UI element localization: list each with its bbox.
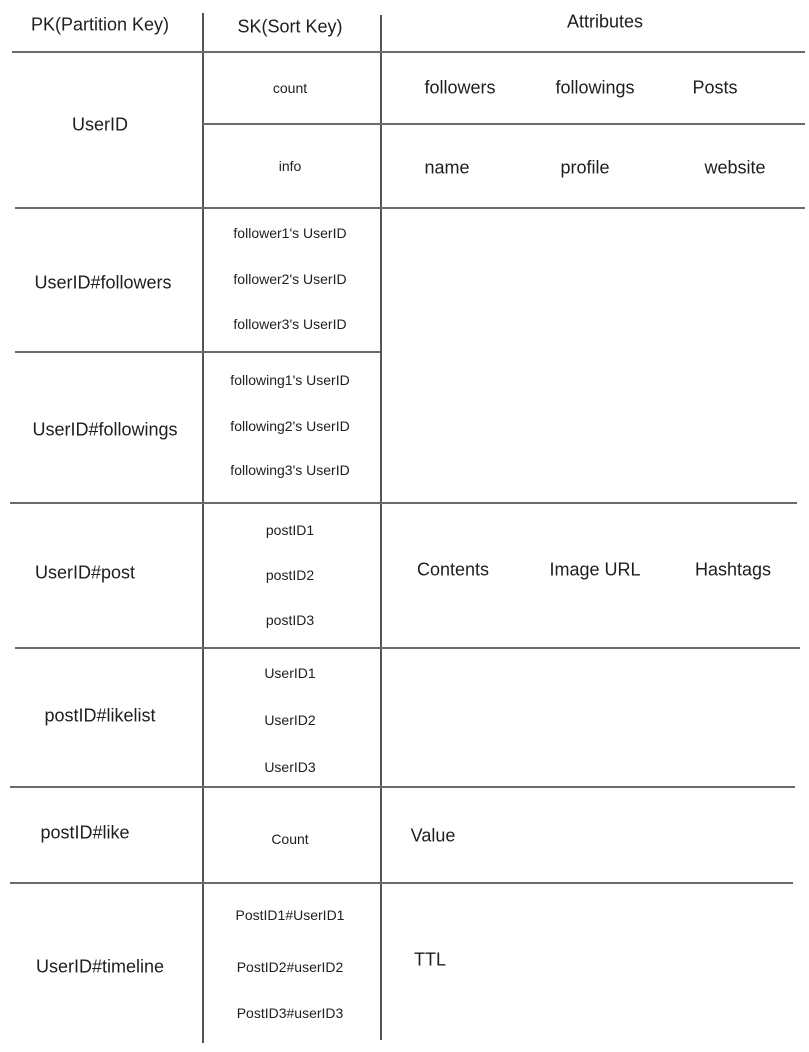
sk-cell: following3's UserID [230, 462, 350, 478]
attribute-cell: Posts [692, 77, 738, 98]
row-divider [10, 882, 793, 884]
sk-cell: PostID1#UserID1 [235, 907, 345, 923]
pk-cell: postID#likelist [44, 705, 156, 726]
sk-cell: following1's UserID [230, 372, 350, 388]
pk-cell: UserID#post [34, 562, 136, 583]
attribute-cell: Contents [416, 559, 490, 580]
attribute-cell: website [704, 157, 766, 178]
row-divider [10, 502, 797, 504]
sk-cell: UserID3 [264, 759, 316, 775]
pk-cell: UserID#followers [34, 272, 172, 293]
attributes-header: Attributes [566, 11, 644, 32]
pk-cell: UserID#followings [32, 419, 178, 440]
sk-cell: Count [271, 831, 309, 847]
pk-cell: UserID [71, 114, 129, 135]
sk-cell: postID2 [265, 567, 315, 583]
attribute-cell: followings [555, 77, 635, 98]
sk-cell: count [272, 80, 308, 96]
sk-column-divider [380, 15, 382, 1040]
attribute-cell: name [424, 157, 470, 178]
attribute-cell: Hashtags [694, 559, 772, 580]
attribute-cell: profile [560, 157, 610, 178]
sk-cell: UserID1 [264, 665, 316, 681]
sk-cell: PostID2#userID2 [236, 959, 344, 975]
sk-cell: UserID2 [264, 712, 316, 728]
sk-header: SK(Sort Key) [237, 16, 343, 37]
sk-cell: postID1 [265, 522, 315, 538]
sk-cell: follower1's UserID [233, 225, 347, 241]
pk-header: PK(Partition Key) [30, 14, 170, 35]
sk-cell: PostID3#userID3 [236, 1005, 344, 1021]
attribute-cell: followers [424, 77, 496, 98]
header-divider [12, 51, 805, 53]
attribute-cell: TTL [413, 949, 447, 970]
row-divider [15, 647, 800, 649]
pk-cell: UserID#timeline [35, 956, 165, 977]
attribute-cell: Image URL [549, 559, 641, 580]
row-divider [15, 207, 805, 209]
attribute-cell: Value [410, 825, 456, 846]
userid-subrow-divider [202, 123, 805, 125]
sk-cell: following2's UserID [230, 418, 350, 434]
row-divider [10, 786, 795, 788]
sk-cell: follower3's UserID [233, 316, 347, 332]
pk-cell: postID#like [40, 822, 130, 843]
sk-cell: follower2's UserID [233, 271, 347, 287]
pk-column-divider [202, 13, 204, 1043]
sk-cell: info [278, 158, 302, 174]
sk-cell: postID3 [265, 612, 315, 628]
row-divider [15, 351, 380, 353]
